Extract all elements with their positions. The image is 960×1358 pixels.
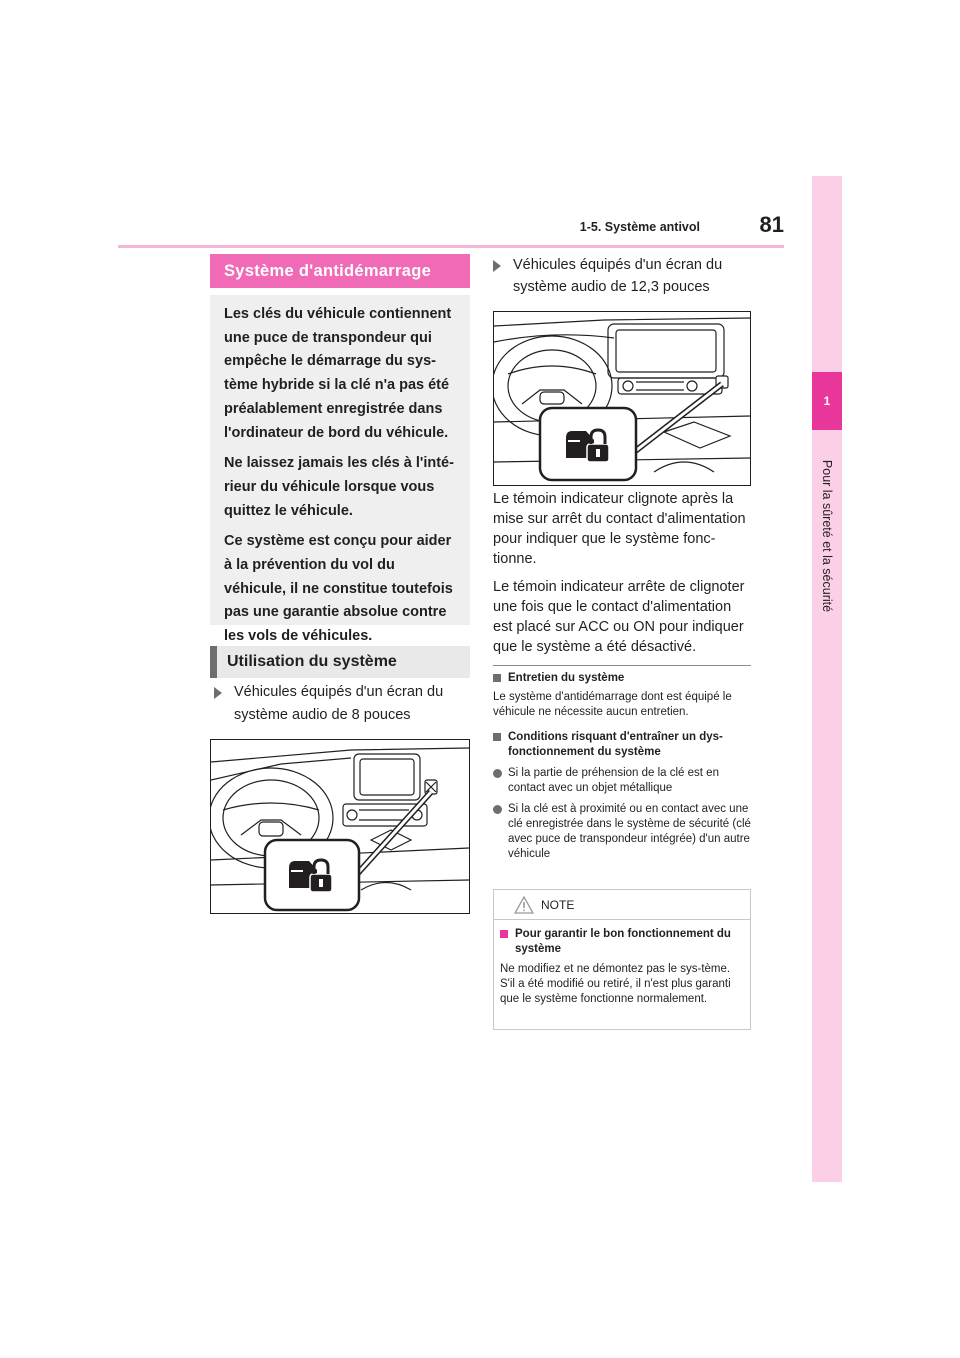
- note-header: [494, 890, 750, 920]
- note-content: [494, 920, 750, 1007]
- chapter-label: [818, 459, 836, 613]
- intro-paragraph: Ce système est conçu pour aider à la prévention du vol du véhicule, il ne constitue toutefois pas une garantie absolue contre les vols de véhicules.: [224, 533, 453, 645]
- explanation: [493, 489, 751, 665]
- section-divider: [493, 665, 751, 666]
- square-bullet-icon: [493, 674, 501, 682]
- dashboard-figure-8in: [210, 739, 470, 914]
- chapter-label-text: Pour la sûreté et la sécurité: [820, 459, 834, 613]
- dashboard-illustration: [494, 312, 750, 485]
- header-rule: [118, 245, 784, 248]
- note-box: [493, 889, 751, 1030]
- warning-triangle-icon: [514, 896, 534, 914]
- note-heading: Pour garantir le bon fonctionnement du système: [500, 927, 742, 957]
- explanation-paragraph: Le témoin indicateur arrête de clignoter une fois que le contact d'alimentation est placé sur ACC ou ON pour indiquer que le système a été désactivé.: [493, 579, 745, 655]
- bullet-arrow-icon: [493, 260, 501, 272]
- intro-box: [210, 295, 470, 645]
- square-bullet-icon: [493, 733, 501, 741]
- bullet-8in-text: Véhicules équipés d'un écran du système audio de 8 pouces: [234, 684, 444, 723]
- malfunction-item: Si la clé est à proximité ou en contact avec une clé enregistrée dans le système de sécurité (clé avec puce de transpondeur intégrée) d'un autre véhicule: [493, 802, 751, 862]
- note-label: NOTE: [541, 898, 575, 912]
- section-title: 1-5. Système antivol: [579, 220, 700, 234]
- dashboard-illustration: [211, 740, 469, 913]
- bullet-8in: [214, 681, 470, 727]
- malfunction-heading: Conditions risquant d'entraîner un dys-fonctionnement du système: [493, 730, 751, 760]
- square-bullet-icon: [500, 930, 508, 938]
- page-number: 81: [759, 212, 784, 237]
- car-lock-indicator-callout: [540, 408, 636, 480]
- bullet-12in: [493, 254, 751, 298]
- maintenance-heading: Entretien du système: [493, 671, 751, 686]
- round-bullet-icon: [493, 769, 502, 778]
- explanation-paragraph: Le témoin indicateur clignote après la mise sur arrêt du contact d'alimentation pour indiquer que le système fonc-tionne.: [493, 491, 746, 567]
- bullet-12in-text: Véhicules équipés d'un écran du système audio de 12,3 pouces: [513, 257, 723, 295]
- maintenance-body: Le système d'antidémarrage dont est équipé le véhicule ne nécessite aucun entretien.: [493, 691, 732, 718]
- malfunction-item: Si la partie de préhension de la clé est en contact avec un objet métallique: [493, 766, 751, 796]
- maintenance-section: [493, 671, 751, 720]
- chapter-tab[interactable]: 1: [812, 372, 842, 430]
- bullet-arrow-icon: [214, 687, 222, 699]
- side-tab-strip: [812, 176, 842, 1182]
- note-body: Ne modifiez et ne démontez pas le sys-tème. S'il a été modifié ou retiré, il n'est plus garanti que le système fonctionne normalement.: [500, 963, 731, 1005]
- round-bullet-icon: [493, 805, 502, 814]
- dashboard-figure-12in: [493, 311, 751, 486]
- usage-heading: Utilisation du système: [210, 646, 470, 678]
- intro-paragraph: Les clés du véhicule contiennent une puce de transpondeur qui empêche le démarrage du sys-tème hybride si la clé n'a pas été préalablement enregistrée dans l'ordinateur de bord du véhicule.: [224, 306, 452, 441]
- intro-paragraph: Ne laissez jamais les clés à l'inté-rieur du véhicule lorsque vous quittez le véhicule.: [224, 455, 454, 519]
- car-lock-indicator-callout: [265, 840, 359, 910]
- malfunction-section: [493, 730, 751, 862]
- immobilizer-heading: Système d'antidémarrage: [210, 254, 470, 288]
